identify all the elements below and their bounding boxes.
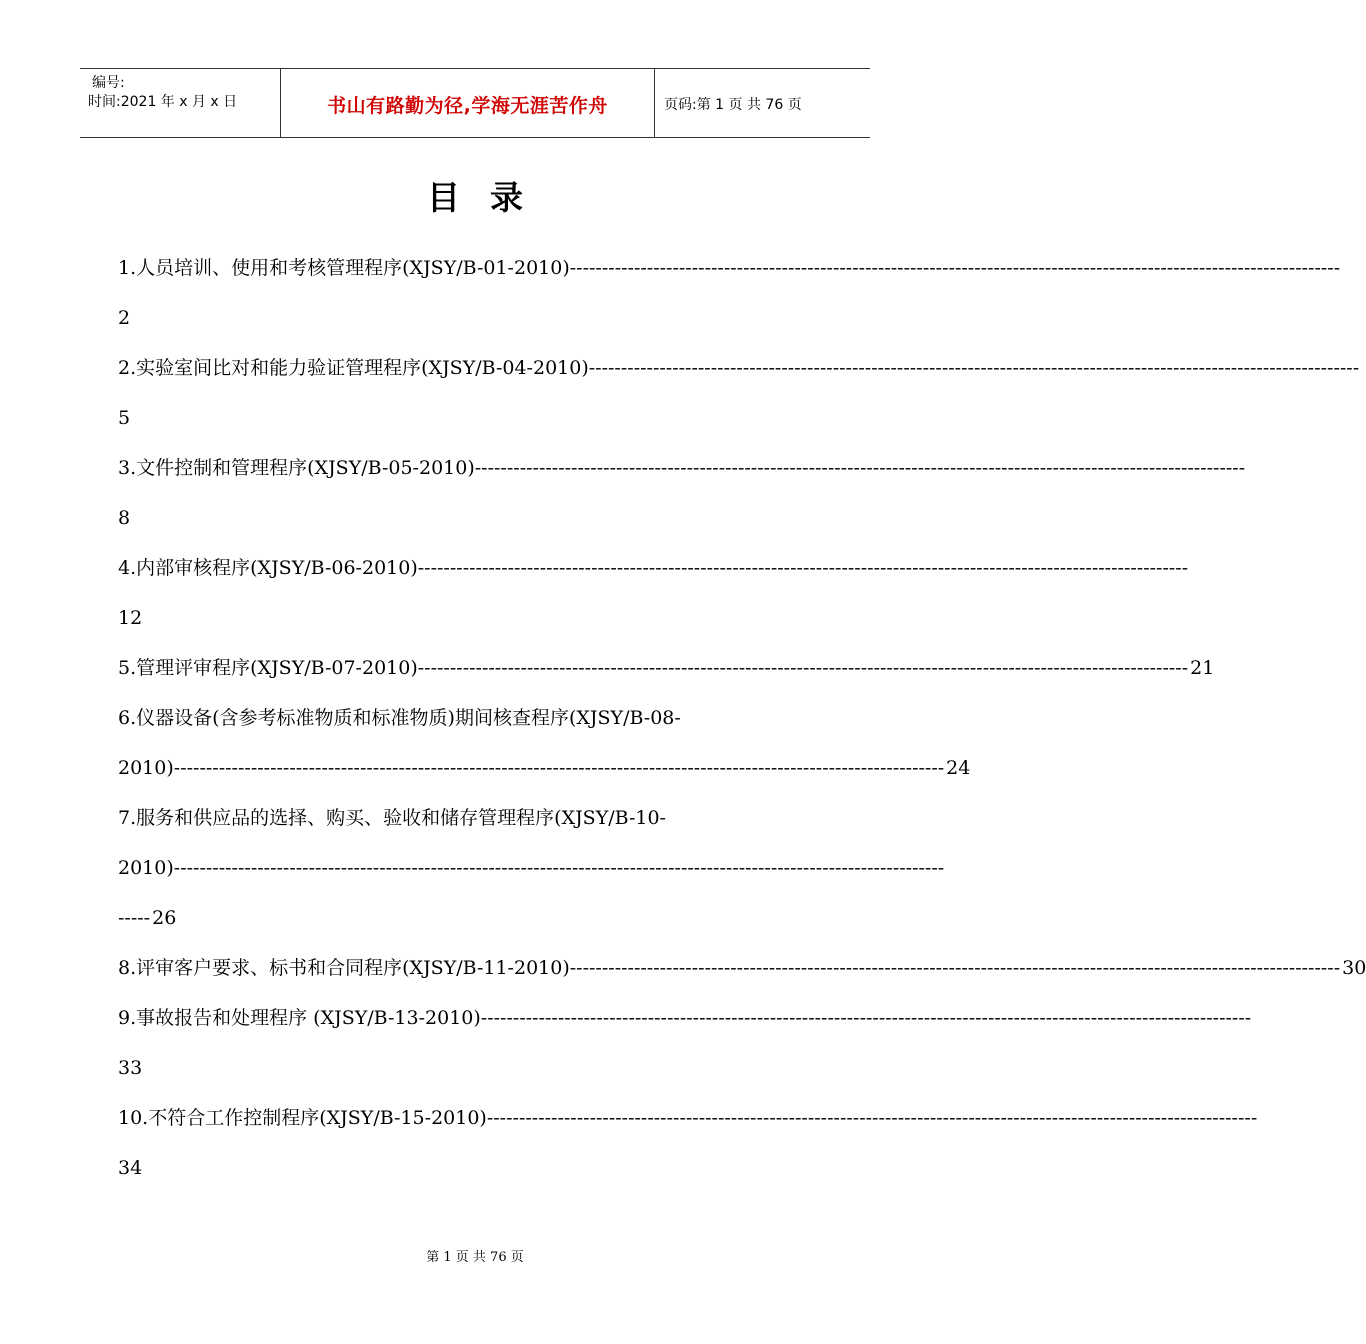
toc-entry-text: 2: [118, 307, 131, 329]
toc-entry-text: 2010): [118, 857, 174, 879]
time-label: 时间:2021 年 x 月 x 日: [88, 94, 238, 110]
toc-entry-text: 5.管理评审程序(XJSY/B-07-2010): [118, 657, 418, 679]
toc-leader-dashes: ------------------------------------------------------------------------------------------------------------------------: [417, 557, 1189, 579]
toc-entry-text: 9.事故报告和处理程序 (XJSY/B-13-2010): [118, 1007, 481, 1029]
toc-line: [118, 1050, 832, 1100]
toc-line: [118, 350, 1360, 400]
toc-entry-text: 7.服务和供应品的选择、购买、验收和储存管理程序(XJSY/B-10-: [118, 807, 666, 829]
toc-line: [118, 400, 832, 450]
page-footer: 第 1 页 共 76 页: [426, 1250, 524, 1265]
header-motto-cell: [280, 69, 655, 137]
toc-page-number: 21: [1190, 657, 1215, 679]
toc-page-number: 30: [1342, 957, 1366, 979]
toc-entry-text: 10.不符合工作控制程序(XJSY/B-15-2010): [118, 1107, 487, 1129]
toc-leader-dashes: ------------------------------------------------------------------------------------------------------------------------: [474, 457, 1246, 479]
toc-leader-dashes: ------------------------------------------------------------------------------------------------------------------------: [486, 1107, 1258, 1129]
toc-line: [118, 550, 1189, 600]
toc-entry-text: 5: [118, 407, 131, 429]
toc-entry-text: 8.评审客户要求、标书和合同程序(XJSY/B-11-2010): [118, 957, 570, 979]
toc-entry-text: 6.仪器设备(含参考标准物质和标准物质)期间核查程序(XJSY/B-08-: [118, 707, 681, 729]
toc-leader-dashes: ------------------------------------------------------------------------------------------------------------------------: [173, 757, 945, 779]
toc-line: [118, 750, 971, 800]
toc-entry-text: 3.文件控制和管理程序(XJSY/B-05-2010): [118, 457, 475, 479]
toc-leader-dashes: ------------------------------------------------------------------------------------------------------------------------: [588, 357, 1360, 379]
toc-line: [118, 850, 945, 900]
toc-entry-text: 4.内部审核程序(XJSY/B-06-2010): [118, 557, 418, 579]
toc-entry-text: 33: [118, 1057, 143, 1079]
toc-line: [118, 300, 832, 350]
toc-entry-text: 2010): [118, 757, 174, 779]
toc-leader-dashes: ------------------------------------------------------------------------------------------------------------------------: [480, 1007, 1252, 1029]
toc-leader-dashes: ------------------------------------------------------------------------------------------------------------------------: [173, 857, 945, 879]
toc-line: [118, 450, 1246, 500]
code-label: 编号:: [92, 75, 125, 91]
motto-text: 书山有路勤为径,学海无涯苦作舟: [327, 95, 608, 117]
toc-line: [118, 650, 1215, 700]
toc-entry-text: -----: [118, 907, 151, 929]
header-page-info: 页码:第 1 页 共 76 页: [664, 97, 802, 113]
toc-page-number: 24: [946, 757, 971, 779]
toc-line: [118, 950, 1366, 1000]
header-meta-cell: [80, 69, 280, 137]
toc-line: [118, 1000, 1252, 1050]
toc-leader-dashes: ------------------------------------------------------------------------------------------------------------------------: [569, 957, 1341, 979]
toc-leader-dashes: ------------------------------------------------------------------------------------------------------------------------: [417, 657, 1189, 679]
toc-page-number: 26: [152, 907, 177, 929]
toc-line: [118, 1100, 1258, 1150]
toc-line: [118, 700, 832, 750]
toc-line: [118, 600, 832, 650]
toc-entry-text: 12: [118, 607, 143, 629]
toc-entry-text: 1.人员培训、使用和考核管理程序(XJSY/B-01-2010): [118, 257, 570, 279]
document-header: [80, 68, 870, 138]
header-page-cell: [654, 69, 870, 137]
toc-entry-text: 2.实验室间比对和能力验证管理程序(XJSY/B-04-2010): [118, 357, 589, 379]
toc-line: [118, 500, 832, 550]
toc-entry-text: 34: [118, 1157, 143, 1179]
table-of-contents: [118, 250, 1366, 1200]
toc-line: [118, 250, 1341, 300]
toc-leader-dashes: ------------------------------------------------------------------------------------------------------------------------: [569, 257, 1341, 279]
toc-line: [118, 800, 832, 850]
toc-entry-text: 8: [118, 507, 131, 529]
page-title: 目录: [427, 178, 553, 217]
toc-line: [118, 1150, 832, 1200]
toc-line: [118, 900, 832, 950]
